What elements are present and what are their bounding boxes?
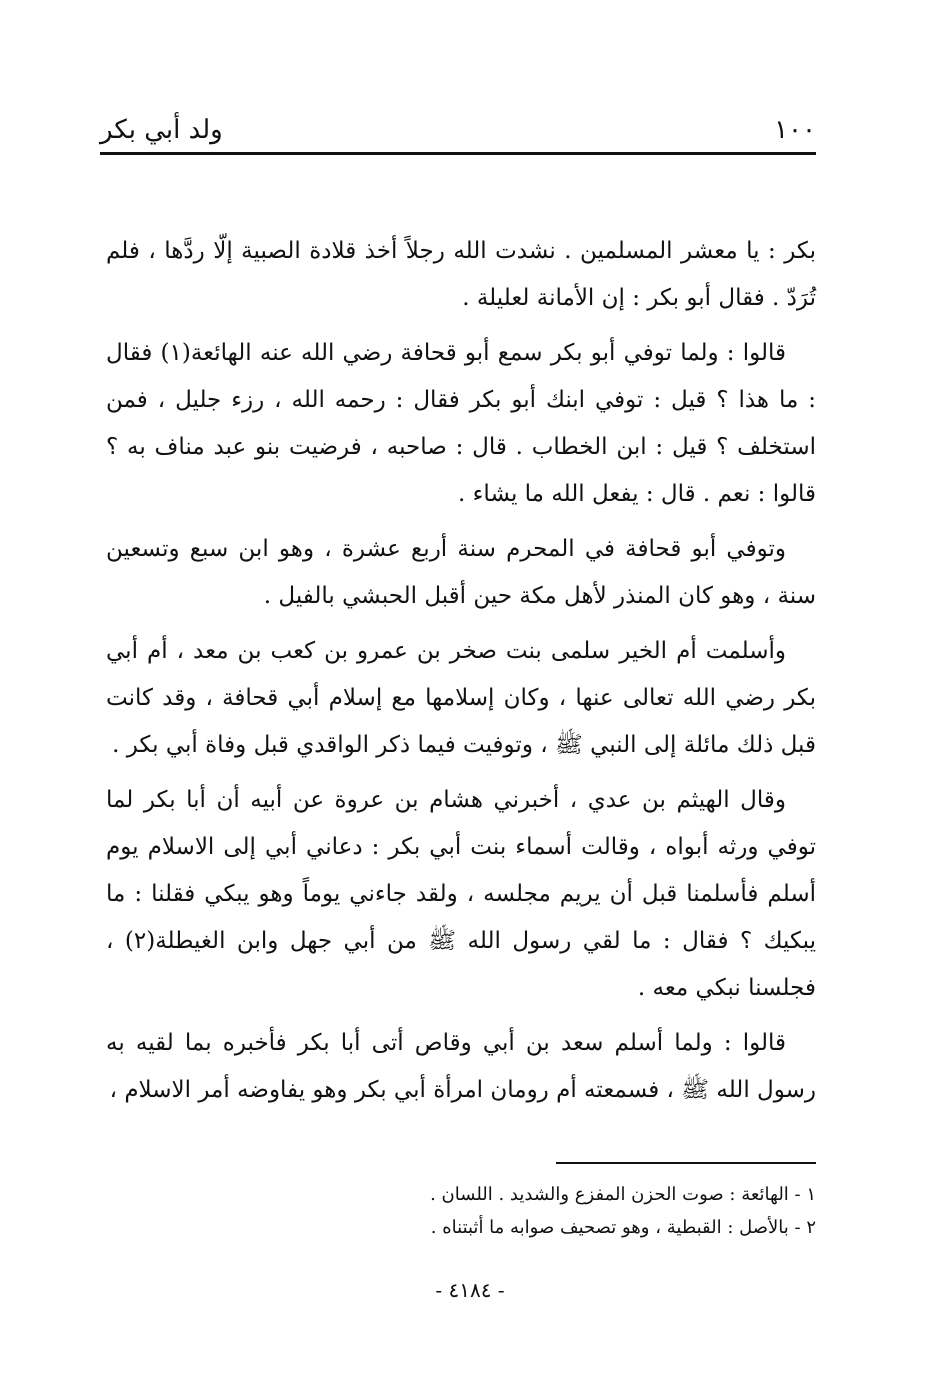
paragraph: وقال الهيثم بن عدي ، أخبرني هشام بن عروة عن أبيه أن أبا بكر لما توفي ورثه أبواه ، وقالت أسماء بنت أبي بكر : دعاني أبي إلى الاسلام يوم أسلم فأسلمنا قبل أن يريم مجلسه ، ولقد جاءني يوماً وهو يبكي فقلنا : ما يبكيك ؟ فقال : ما لقي رسول الله ﷺ من أبي جهل وابن الغيطلة(٢) ، فجلسنا نبكي معه . — [106, 787, 816, 1001]
main-text — [106, 228, 816, 1122]
footnote: ١ - الهائعة : صوت الحزن المفزع والشديد . اللسان . — [430, 1184, 816, 1205]
header-page-number: ١٠٠ — [774, 115, 816, 145]
paragraph: قالوا : ولما أسلم سعد بن أبي وقاص أتى أبا بكر فأخبره بما لقيه به رسول الله ﷺ ، فسمعته أم رومان امرأة أبي بكر وهو يفاوضه أمر الاسلام ، — [106, 1030, 816, 1103]
footnote: ٢ - بالأصل : القبطية ، وهو تصحيف صوابه ما أثبتناه . — [430, 1217, 816, 1238]
paragraph: بكر : يا معشر المسلمين . نشدت الله رجلاً أخذ قلادة الصبية إلّا ردَّها ، فلم تُرَدّ . فقال أبو بكر : إن الأمانة لعليلة . — [106, 238, 816, 311]
running-header — [100, 108, 816, 152]
paragraph: وأسلمت أم الخير سلمى بنت صخر بن عمرو بن كعب بن معد ، أم أبي بكر رضي الله تعالى عنها ، وكان إسلامها مع إسلام أبي قحافة ، وقد كانت قبل ذلك مائلة إلى النبي ﷺ ، وتوفيت فيما ذكر الواقدي قبل وفاة أبي بكر . — [106, 638, 816, 758]
header-title: ولد أبي بكر — [100, 115, 223, 145]
folio-page-number: - ٤١٨٤ - — [435, 1278, 505, 1302]
paragraph: قالوا : ولما توفي أبو بكر سمع أبو قحافة رضي الله عنه الهائعة(١) فقال : ما هذا ؟ قيل : توفي ابنك أبو بكر فقال : رحمه الله ، رزء جليل ، فمن استخلف ؟ قيل : ابن الخطاب . قال : صاحبه ، فرضيت بنو عبد مناف به ؟ قالوا : نعم . قال : يفعل الله ما يشاء . — [106, 340, 816, 507]
footnotes — [106, 1178, 816, 1244]
header-divider — [100, 152, 816, 155]
footnote-divider — [556, 1162, 816, 1164]
paragraph: وتوفي أبو قحافة في المحرم سنة أربع عشرة ، وهو ابن سبع وتسعين سنة ، وهو كان المنذر لأهل مكة حين أقبل الحبشي بالفيل . — [106, 536, 816, 609]
